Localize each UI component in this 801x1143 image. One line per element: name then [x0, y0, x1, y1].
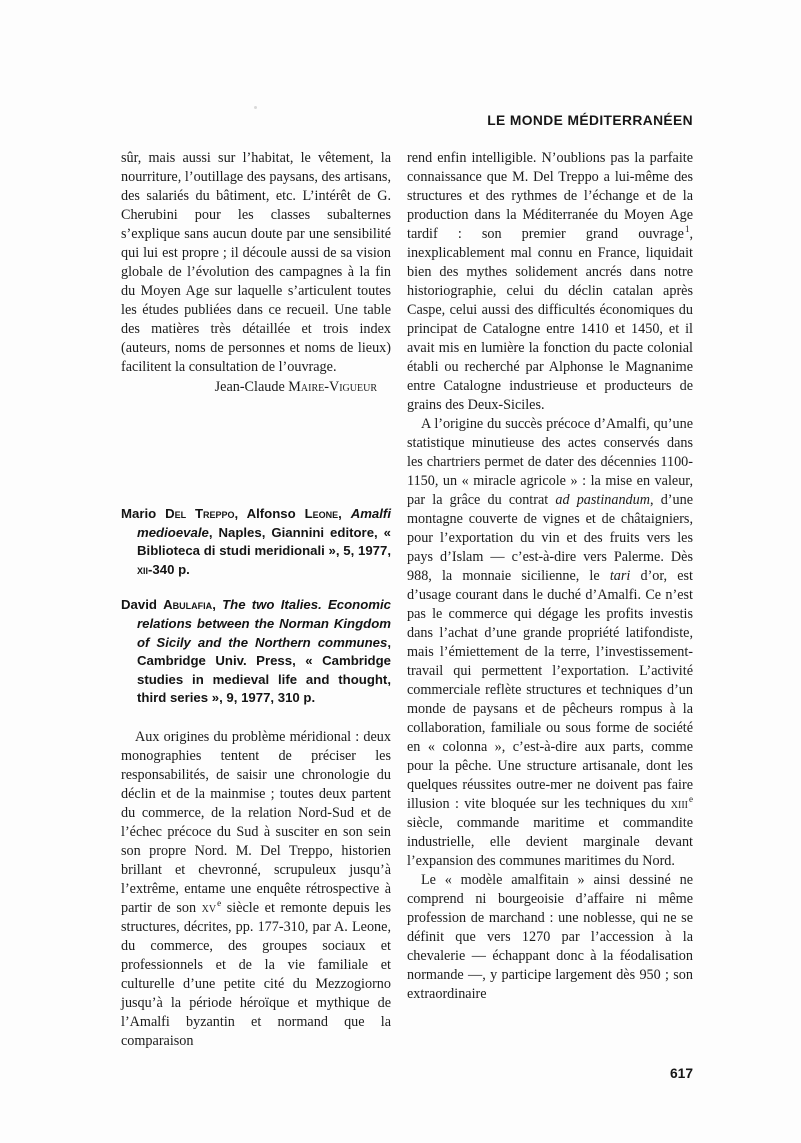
- paragraph-text: A l’origine du succès précoce d’Amalfi, qu’une statistique minutieuse des actes conservés dans les chartriers permet de dater des décennies 1100-1150, un « miracle agricole » : la mise en valeur, par la grâce du contrat: [407, 416, 693, 508]
- century-ordinal-superscript: e: [689, 794, 693, 805]
- citation-author-given: Mario: [121, 506, 166, 521]
- paragraph-text: , inexplicablement mal connu en France, liquidait bien des mythes solidement ancrés dans notre historiographie, celui du déclin catalan après Caspe, celui aussi des difficultés économiques du principat de Catalogne entre 1410 et 1450, et il avait mis en lumière la fonction du pacte colonial établi ou recherché par Alphonse le Magnanime entre Catalogne industrieuse et producteurs de grains des Deux-Siciles.: [407, 226, 693, 413]
- paragraph-text: d’or, est d’usage courant dans le duché d’Amalfi. Ce n’est pas le commerce qui dégage les profits investis dans l’achat d’une grande propriété latifondiste, mais l’émiettement de la terre, l’investissement-travail qui permettent l’exportation. L’activité commerciale reflète structures et techniques d’un monde de paysans et de pêcheurs rompus à la collaboration, familiale ou sous forme de société en « colonna », c’est-à-dire aux parts, comme pour la pêche. Une structure artisanale, dont les quelques réussites outre-mer ne doivent pas faire illusion : vite bloquée sur les techniques du: [407, 568, 694, 812]
- citation-author-given: David: [121, 597, 164, 613]
- review-paragraph-modele-amalfitain: Le « modèle amalfitain » ainsi dessiné ne comprend ni bourgeoisie d’affaire ni même profession de marchand : une noblesse, qui ne se définit que vers 1270 par l’accession à la chevalerie — échappant donc à la féodalisation normande —, y participe largement dès 950 ; son extraordinaire: [407, 872, 693, 1002]
- latin-phrase: ad pastinandum: [555, 492, 650, 508]
- foreign-term-tari: tari: [609, 568, 631, 584]
- century-ordinal-superscript: e: [217, 898, 222, 909]
- citation-pages: -340 p.: [148, 561, 190, 577]
- page-number: 617: [669, 1065, 693, 1081]
- citation-separator: , Alfonso: [234, 506, 305, 521]
- running-head: LE MONDE MÉDITERRANÉEN: [487, 113, 693, 128]
- paragraph-text: rend enfin intelligible. N’oublions pas la parfaite connaissance que M. Del Treppo a lui-même des structures et des rythmes de l’échange et de la production dans la Méditerranée du Moyen Age tardif : son premier grand ouvrage: [407, 150, 693, 242]
- citation-separator: ,: [338, 506, 351, 521]
- reviewer-given-name: Jean-Claude: [214, 379, 289, 395]
- page-content: [121, 149, 693, 1081]
- bibliography-block: [121, 505, 391, 708]
- scan-speck-artifact: [254, 106, 257, 109]
- book-citation-del-treppo: [121, 505, 391, 579]
- citation-publisher: , Naples, Giannini editore, « Biblioteca di studi meridionali », 5, 1977,: [137, 524, 391, 559]
- review-paragraph-continuation: sûr, mais aussi sur l’habitat, le vêtement, la nourriture, l’outillage des paysans, des artisans, des salariés du bâtiment, etc. L’intérêt de G. Cherubini pour les classes subalternes s’explique sans aucun doute par une sensibilité qui lui est propre ; il découle aussi de sa vision globale de l’évolution des campagnes à la fin du Moyen Age sur laquelle s’articulent toutes les études publiées dans ce recueil. Une table des matières très détaillée et trois index (auteurs, noms de personnes et noms de lieux) facilitent la consultation de l’ouvrage.: [121, 150, 391, 375]
- paragraph-text: siècle et remonte depuis les structures, décrites, pp. 177-310, par A. Leone, du commerce, des groupes sociaux et professionnels et de la vie familiale et culturelle d’une petite cité du Mezzogiorno jusqu’à la période héroïque et mythique de l’Amalfi byzantin et normand que la comparaison: [121, 899, 392, 1049]
- paragraph-text: Aux origines du problème méridional : deux monographies tentent de préciser les responsabilités, de saisir une chronologie du déclin et de la mainmise ; toutes deux partent du commerce, de la relation Nord-Sud et de l’échec précoce du Sud à susciter en son sein son propre Nord. M. Del Treppo, historien brillant et chevronné, scrupuleux jusqu’à l’extrême, entame une enquête rétrospective à partir de son: [121, 728, 391, 916]
- book-citation-abulafia: [121, 596, 391, 708]
- footnote-reference-mark: 1: [684, 224, 690, 235]
- citation-author-surname: Abulafia: [163, 597, 213, 613]
- review-paragraph-amalfi: [407, 415, 693, 871]
- paragraph-text: , d’une montagne couverte de vignes et de châtaigniers, pour l’exportation du vin et des fruits vers les pays d’Islam — c’est-à-dire vers Palerme. Dès 988, la monnaie sicilienne, le: [407, 492, 693, 584]
- century-numeral: xiii: [670, 796, 688, 812]
- citation-book-title: The two Italies. Economic relations between the Norman Kingdom of Sicily and the Northern communes: [137, 597, 392, 650]
- citation-coauthor-surname: Leone: [304, 506, 339, 521]
- citation-book-title: Amalfi medioevale: [137, 506, 391, 540]
- reviewer-surname: Maire-Vigueur: [288, 379, 377, 395]
- left-column: [121, 149, 391, 1051]
- two-column-text: [121, 149, 693, 1051]
- review-paragraph-del-treppo: [407, 149, 693, 415]
- citation-author-surname: Del Treppo: [165, 506, 235, 521]
- citation-roman-pagination: xii: [137, 561, 149, 577]
- paragraph-text: siècle, commande maritime et commandite industrielle, elle devient marginale devant l’expansion des communes maritimes du Nord.: [407, 815, 693, 869]
- right-column: [407, 149, 693, 1051]
- citation-separator: ,: [212, 597, 223, 613]
- reviewer-signature: [121, 378, 391, 397]
- century-numeral: xv: [201, 899, 217, 916]
- review-paragraph-origins: [121, 728, 391, 1051]
- citation-publisher: , Cambridge Univ. Press, « Cambridge studies in medieval life and thought, third series », 9, 1977, 310 p.: [137, 634, 391, 706]
